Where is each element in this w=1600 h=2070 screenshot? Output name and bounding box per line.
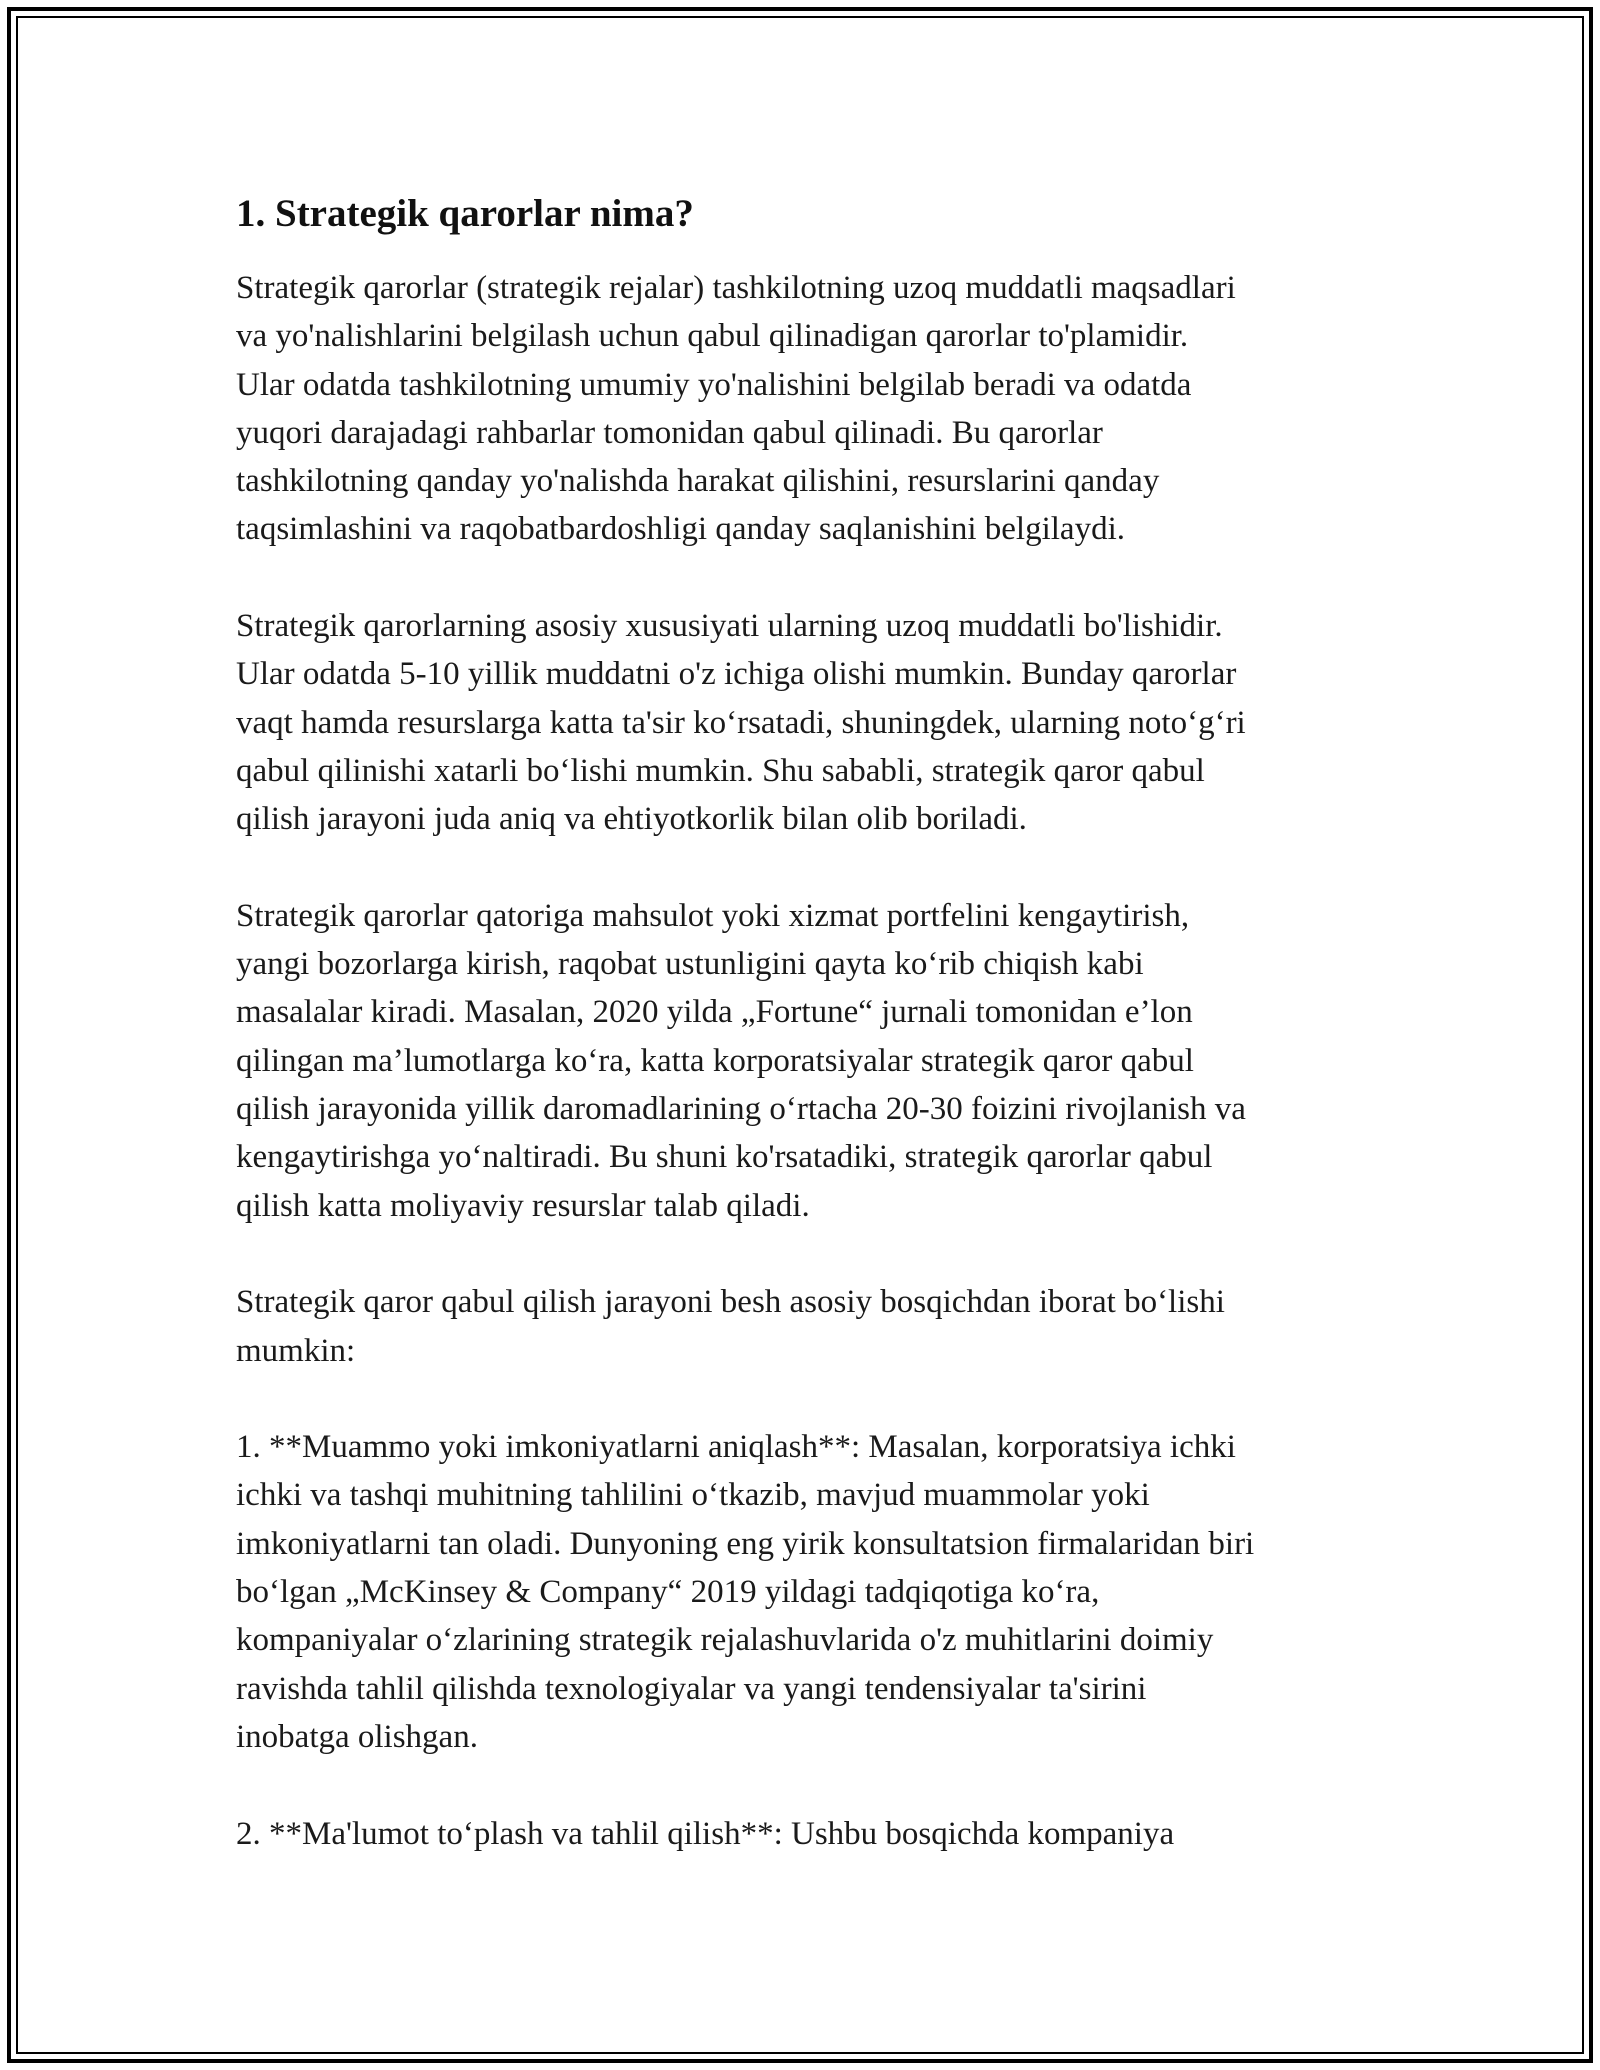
- paragraph-stages-intro: Strategik qaror qabul qilish jarayoni besh asosiy bosqichdan iborat bo‘lishi mumkin:: [236, 1284, 1225, 1369]
- document-body: [236, 186, 1376, 1858]
- section-heading: 1. Strategik qarorlar nima?: [236, 192, 694, 235]
- paragraph-examples: Strategik qarorlar qatoriga mahsulot yoki xizmat portfelini kengaytirish, yangi bozorlarga kirish, raqobat ustunligini qayta ko‘rib chiqish kabi masalalar kiradi. Masalan, 2020 yilda „Fortune“ jurnali tomonidan e’lon qilingan ma’lumotlarga ko‘ra, katta korporatsiyalar strategik qaror qabul qilish jarayonida yillik daromadlarining o‘rtacha 20-30 foizini rivojlanish va kengaytirishga yo‘naltiradi. Bu shuni ko'rsatadiki, strategik qarorlar qabul qilish katta moliyaviy resurslar talab qiladi.: [236, 897, 1246, 1224]
- list-item-stage-1: 1. **Muammo yoki imkoniyatlarni aniqlash**: Masalan, korporatsiya ichki ichki va tashqi muhitning tahlilini o‘tkazib, mavjud muammolar yoki imkoniyatlarni tan oladi. Dunyoning eng yirik konsultatsion firmalaridan biri bo‘lgan „McKinsey & Company“ 2019 yildagi tadqiqotiga ko‘ra, kompaniyalar o‘zlarining strategik rejalashuvlarida o'z muhitlarini doimiy ravishda tahlil qilishda texnologiyalar va yangi tendensiyalar ta'sirini inobatga olishgan.: [236, 1429, 1255, 1755]
- paragraph-definition: Strategik qarorlar (strategik rejalar) tashkilotning uzoq muddatli maqsadlari va yo'nalishlarini belgilash uchun qabul qilinadigan qarorlar to'plamidir. Ular odatda tashkilotning umumiy yo'nalishini belgilab beradi va odatda yuqori darajadagi rahbarlar tomonidan qabul qilinadi. Bu qarorlar tashkilotning qanday yo'nalishda harakat qilishini, resurslarini qanday taqsimlashini va raqobatbardoshligi qanday saqlanishini belgilaydi.: [236, 270, 1236, 548]
- paragraph-long-term: Strategik qarorlarning asosiy xususiyati ularning uzoq muddatli bo'lishidir. Ular odatda 5-10 yillik muddatni o'z ichiga olishi mumkin. Bunday qarorlar vaqt hamda resurslarga katta ta'sir ko‘rsatadi, shuningdek, ularning noto‘g‘ri qabul qilinishi xatarli bo‘lishi mumkin. Shu sababli, strategik qaror qabul qilish jarayoni juda aniq va ehtiyotkorlik bilan olib boriladi.: [236, 608, 1246, 838]
- list-item-stage-2: 2. **Ma'lumot to‘plash va tahlil qilish**: Ushbu bosqichda kompaniya: [236, 1815, 1175, 1852]
